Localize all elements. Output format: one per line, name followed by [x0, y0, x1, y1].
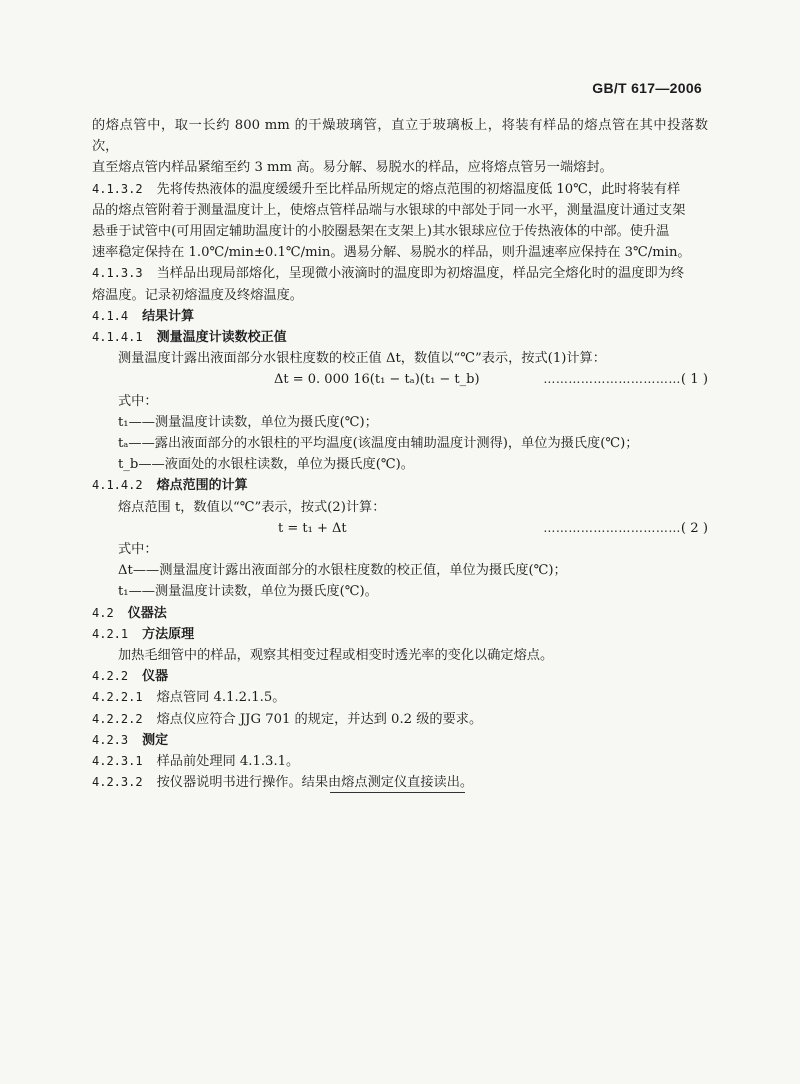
definition-line: tₐ——露出液面部分的水银柱的平均温度(该温度由辅助温度计测得)，单位为摄氏度(℃)；	[118, 436, 639, 452]
section-4-2-1	[92, 624, 708, 645]
body-line: 的熔点管中，取一长约 800 mm 的干燥玻璃管，直立于玻璃板上，将装有样品的熔点管在其中投落数次，	[92, 118, 708, 155]
body-line: 直至熔点管内样品紧缩至约 3 mm 高。易分解、易脱水的样品，应将熔点管另一端熔封。	[92, 160, 613, 176]
end-of-text-rule	[330, 792, 465, 793]
definition-line: t₁——测量温度计读数，单位为摄氏度(℃)；	[118, 414, 378, 430]
clause-4-2-3-2	[92, 772, 708, 793]
clause-text: 样品前处理同 4.1.3.1。	[156, 754, 300, 770]
clause-number: 4.2.2.2	[92, 711, 143, 726]
formula-number: ( 2 )	[680, 520, 708, 536]
section-title: 方法原理	[142, 626, 195, 642]
body-line: 速率稳定保持在 1.0℃/min±0.1℃/min。遇易分解、易脱水的样品，则升温速率应保持在 3℃/min。	[92, 245, 691, 261]
section-number: 4.2.3	[92, 732, 129, 747]
clause-number: 4.2.3.1	[92, 754, 143, 769]
clause-4-1-3-3	[92, 263, 708, 284]
formula-leader-dots: ……………………………	[543, 372, 681, 387]
clause-4-1-3-2	[92, 179, 708, 200]
body-line: 测量温度计露出液面部分水银柱度数的校正值 Δt，数值以“℃”表示，按式(1)计算：	[118, 351, 606, 367]
section-number: 4.2.1	[92, 626, 129, 641]
section-4-2	[92, 603, 708, 624]
section-4-2-2	[92, 666, 708, 687]
clause-4-2-3-1	[92, 751, 708, 772]
clause-text: 当样品出现局部熔化，呈现微小液滴时的温度即为初熔温度，样品完全熔化时的温度即为终	[156, 266, 685, 282]
clause-number: 4.2.3.2	[92, 775, 143, 790]
formula-leader-dots: ……………………………	[543, 520, 681, 535]
clause-number: 4.1.3.3	[92, 266, 143, 281]
document-body	[92, 115, 708, 793]
section-4-1-4-2	[92, 475, 708, 496]
clause-text: 熔点管同 4.1.2.1.5。	[156, 690, 286, 706]
clause-number: 4.1.3.2	[92, 181, 143, 196]
section-number: 4.2.2	[92, 669, 129, 684]
definition-line: t_b——液面处的水银柱读数，单位为摄氏度(℃)。	[118, 457, 414, 473]
section-title: 测量温度计读数校正值	[156, 330, 287, 346]
clause-text: 先将传热液体的温度缓缓升至比样品所规定的熔点范围的初熔温度低 10℃，此时将装有样	[156, 181, 681, 197]
formula-2-row	[92, 518, 708, 539]
standard-code: GB/T 617—2006	[592, 80, 702, 96]
section-title: 结果计算	[142, 308, 195, 324]
definition-line: Δt——测量温度计露出液面部分的水银柱度数的校正值，单位为摄氏度(℃)；	[118, 563, 567, 579]
section-4-1-4-1	[92, 327, 708, 348]
section-title: 熔点范围的计算	[156, 478, 248, 494]
section-number: 4.2	[92, 605, 114, 620]
clause-4-2-2-2	[92, 709, 708, 730]
where-label: 式中：	[118, 542, 158, 558]
section-number: 4.1.4.1	[92, 330, 143, 345]
section-4-2-3	[92, 730, 708, 751]
clause-text: 熔点仪应符合 JJG 701 的规定，并达到 0.2 级的要求。	[156, 711, 483, 727]
formula-1-row	[92, 369, 708, 390]
section-number: 4.1.4.2	[92, 478, 143, 493]
clause-text: 按仪器说明书进行操作。结果由熔点测定仪直接读出。	[156, 775, 474, 791]
formula-1: Δt = 0. 000 16(t₁ − tₐ)(t₁ − t_b)	[274, 372, 480, 388]
body-line: 熔点范围 t，数值以“℃”表示，按式(2)计算：	[118, 499, 386, 515]
body-line: 悬垂于试管中(可用固定辅助温度计的小胶圈悬架在支架上)其水银球应位于传热液体的中部。使升温	[92, 224, 670, 240]
section-number: 4.1.4	[92, 308, 129, 323]
where-label: 式中：	[118, 393, 158, 409]
formula-number: ( 1 )	[680, 372, 708, 388]
definition-line: t₁——测量温度计读数，单位为摄氏度(℃)。	[118, 584, 378, 600]
body-line: 品的熔点管附着于测量温度计上，使熔点管样品端与水银球的中部处于同一水平，测量温度计通过支架	[92, 202, 686, 218]
body-line: 熔温度。记录初熔温度及终熔温度。	[92, 287, 303, 303]
clause-4-2-2-1	[92, 687, 708, 708]
clause-number: 4.2.2.1	[92, 690, 143, 705]
section-title: 仪器法	[127, 605, 167, 621]
formula-2: t = t₁ + Δt	[278, 520, 347, 536]
body-line: 加热毛细管中的样品，观察其相变过程或相变时透光率的变化以确定熔点。	[118, 648, 554, 664]
section-4-1-4	[92, 306, 708, 327]
section-title: 测定	[142, 732, 169, 748]
section-title: 仪器	[142, 669, 169, 685]
